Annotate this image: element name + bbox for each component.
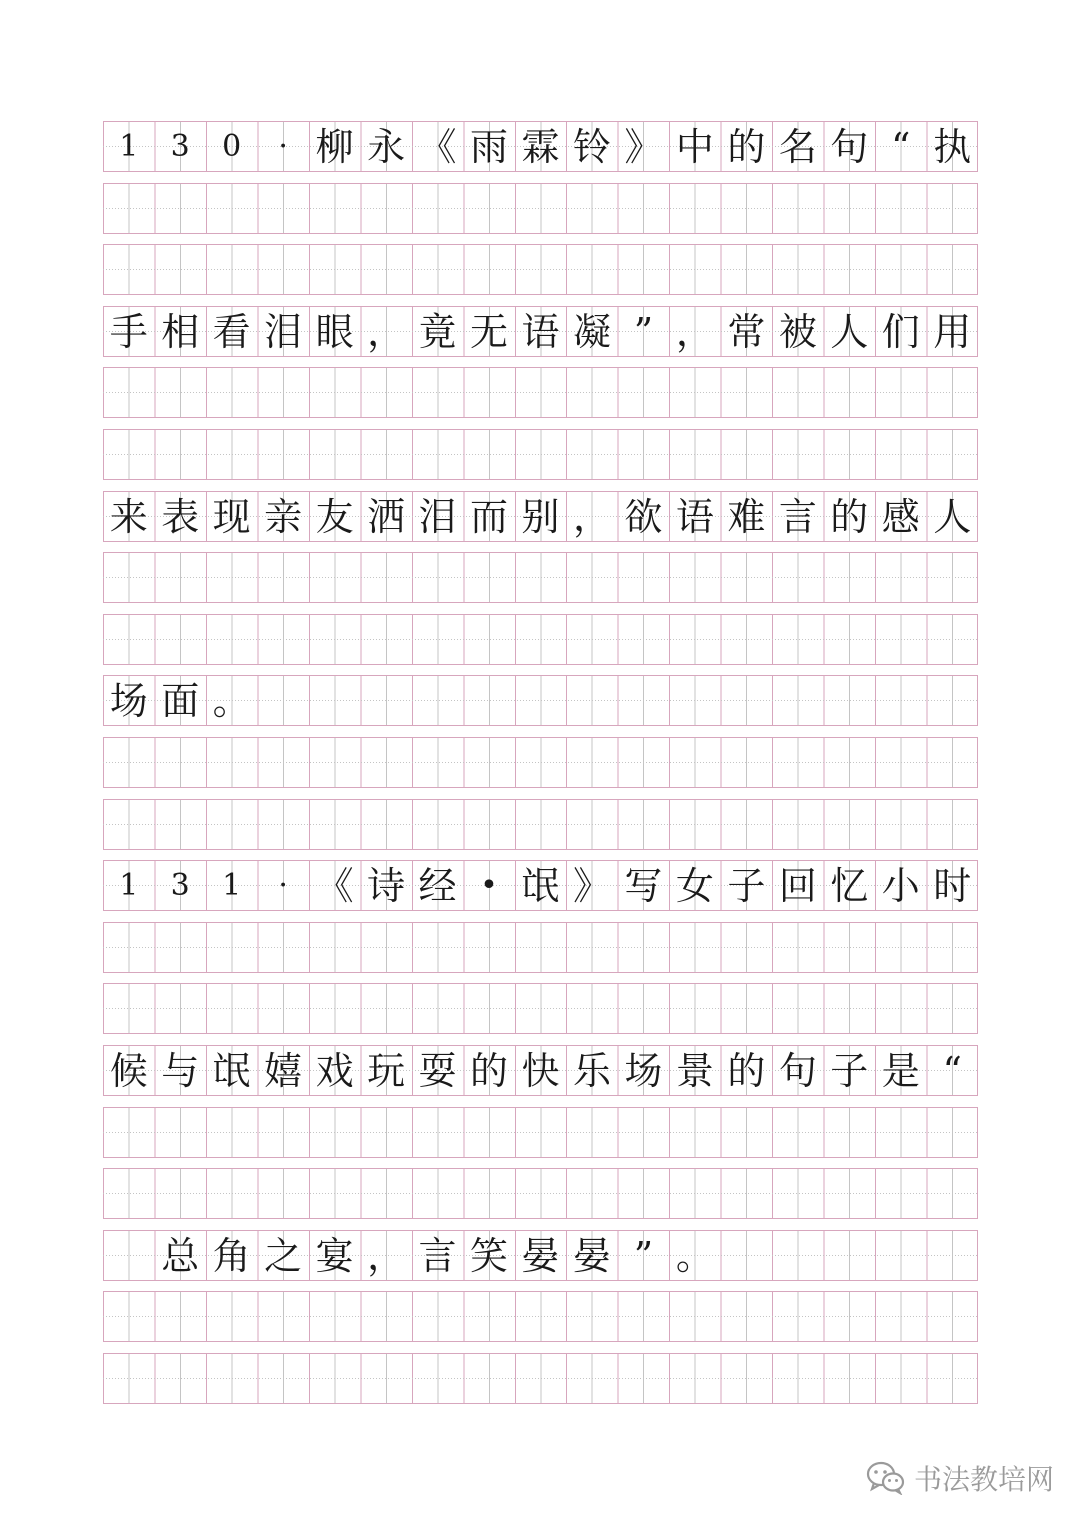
char-cell: 而 — [470, 494, 509, 539]
char-cell: 耍 — [418, 1048, 457, 1093]
char-cell: ” — [633, 1233, 654, 1278]
char-cell: 难 — [727, 494, 766, 539]
char-cell: 别 — [521, 494, 560, 539]
char-cell: 是 — [881, 1048, 920, 1093]
watermark — [866, 1458, 1054, 1498]
char-cell: 友 — [315, 494, 354, 539]
char-cell: 泪 — [264, 309, 303, 354]
char-cell: 晏 — [572, 1233, 611, 1278]
char-cell: 被 — [778, 309, 817, 354]
char-cell: 玩 — [367, 1048, 406, 1093]
text-row — [103, 675, 978, 726]
char-cell: 用 — [933, 309, 972, 354]
char-cell: “ — [942, 1048, 962, 1093]
char-cell: 来 — [109, 494, 148, 539]
blank-row — [103, 799, 978, 850]
char-cell: 中 — [675, 124, 714, 169]
blank-row — [103, 429, 978, 480]
char-cell: 泪 — [418, 494, 457, 539]
char-cell: 相 — [161, 309, 200, 354]
char-cell: 子 — [830, 1048, 869, 1093]
char-cell: · — [278, 867, 288, 903]
char-cell: ， — [675, 309, 714, 354]
char-cell: 的 — [830, 494, 869, 539]
char-cell: 晏 — [521, 1233, 560, 1278]
char-cell: 亲 — [264, 494, 303, 539]
char-cell: 面 — [161, 678, 200, 723]
char-cell: 忆 — [830, 863, 869, 908]
blank-row — [103, 1107, 978, 1158]
text-row — [103, 1230, 978, 1281]
char-cell: 3 — [170, 128, 190, 164]
char-cell: 言 — [778, 494, 817, 539]
char-cell: 快 — [521, 1048, 560, 1093]
char-cell: 笑 — [470, 1233, 509, 1278]
char-cell: 看 — [212, 309, 251, 354]
blank-row — [103, 983, 978, 1034]
char-cell: ， — [572, 494, 611, 539]
char-cell: 时 — [933, 863, 972, 908]
char-cell: 欲 — [624, 494, 663, 539]
char-cell: 氓 — [212, 1048, 251, 1093]
char-cell: 1 — [119, 128, 139, 164]
blank-row — [103, 1168, 978, 1219]
char-cell: 与 — [161, 1048, 200, 1093]
char-cell: ， — [367, 309, 406, 354]
char-cell: 之 — [264, 1233, 303, 1278]
char-cell: 氓 — [521, 863, 560, 908]
char-cell: ， — [367, 1233, 406, 1278]
blank-row — [103, 1291, 978, 1342]
char-cell: 》 — [624, 124, 663, 169]
blank-row — [103, 922, 978, 973]
blank-row — [103, 183, 978, 234]
char-cell: 写 — [624, 863, 663, 908]
text-row — [103, 306, 978, 357]
text-row — [103, 860, 978, 911]
char-cell: 的 — [727, 1048, 766, 1093]
watermark-text: 书法教培网 — [914, 1463, 1055, 1496]
char-cell: 经 — [418, 863, 457, 908]
char-cell: 女 — [675, 863, 714, 908]
char-cell: 的 — [727, 124, 766, 169]
char-cell: 句 — [830, 124, 869, 169]
blank-row — [103, 244, 978, 295]
char-cell: 人 — [933, 494, 972, 539]
char-cell: 角 — [212, 1233, 251, 1278]
char-cell: 》 — [572, 863, 611, 908]
char-cell: 凝 — [572, 309, 611, 354]
text-row — [103, 491, 978, 542]
char-cell: 。 — [675, 1233, 714, 1278]
char-cell: 场 — [624, 1048, 663, 1093]
char-cell: 小 — [881, 863, 920, 908]
char-cell: 戏 — [315, 1048, 354, 1093]
char-cell: 。 — [212, 678, 251, 723]
char-cell: 宴 — [315, 1233, 354, 1278]
char-cell: 无 — [470, 309, 509, 354]
char-cell: 的 — [470, 1048, 509, 1093]
char-cell: ” — [633, 309, 654, 354]
char-cell: 洒 — [367, 494, 406, 539]
char-cell: 0 — [222, 128, 242, 164]
char-cell: 乐 — [572, 1048, 611, 1093]
char-cell: 眼 — [315, 309, 354, 354]
blank-row — [103, 552, 978, 603]
char-cell: 1 — [222, 867, 242, 903]
char-cell: 诗 — [367, 863, 406, 908]
char-cell: 们 — [881, 309, 920, 354]
char-cell: 铃 — [572, 124, 611, 169]
char-cell: 《 — [315, 863, 354, 908]
char-cell: 景 — [675, 1048, 714, 1093]
char-cell: “ — [891, 124, 911, 169]
char-cell: 场 — [109, 678, 148, 723]
blank-row — [103, 614, 978, 665]
char-cell: 现 — [212, 494, 251, 539]
char-cell: 嬉 — [264, 1048, 303, 1093]
practice-sheet — [103, 0, 978, 1528]
char-cell: 名 — [778, 124, 817, 169]
blank-row — [103, 1353, 978, 1404]
char-cell: 永 — [367, 124, 406, 169]
char-cell: 常 — [727, 309, 766, 354]
char-cell: 执 — [933, 124, 972, 169]
char-cell: 回 — [778, 863, 817, 908]
char-cell: • — [480, 867, 498, 903]
text-row — [103, 121, 978, 172]
char-cell: 感 — [881, 494, 920, 539]
char-cell: 《 — [418, 124, 457, 169]
blank-row — [103, 367, 978, 418]
char-cell: 霖 — [521, 124, 560, 169]
char-cell: 子 — [727, 863, 766, 908]
char-cell — [103, 1231, 154, 1280]
char-cell: 语 — [521, 309, 560, 354]
char-cell: 表 — [161, 494, 200, 539]
char-cell: 竟 — [418, 309, 457, 354]
char-cell: 雨 — [470, 124, 509, 169]
wechat-icon — [866, 1461, 906, 1495]
char-cell: 人 — [830, 309, 869, 354]
char-cell: 总 — [161, 1233, 200, 1278]
char-cell: · — [278, 128, 288, 164]
char-cell: 柳 — [315, 124, 354, 169]
text-row — [103, 1045, 978, 1096]
char-cell: 候 — [109, 1048, 148, 1093]
char-cell: 言 — [418, 1233, 457, 1278]
blank-row — [103, 737, 978, 788]
char-cell: 语 — [675, 494, 714, 539]
char-cell: 1 — [119, 867, 139, 903]
char-cell: 3 — [170, 867, 190, 903]
char-cell: 手 — [109, 309, 148, 354]
char-cell: 句 — [778, 1048, 817, 1093]
